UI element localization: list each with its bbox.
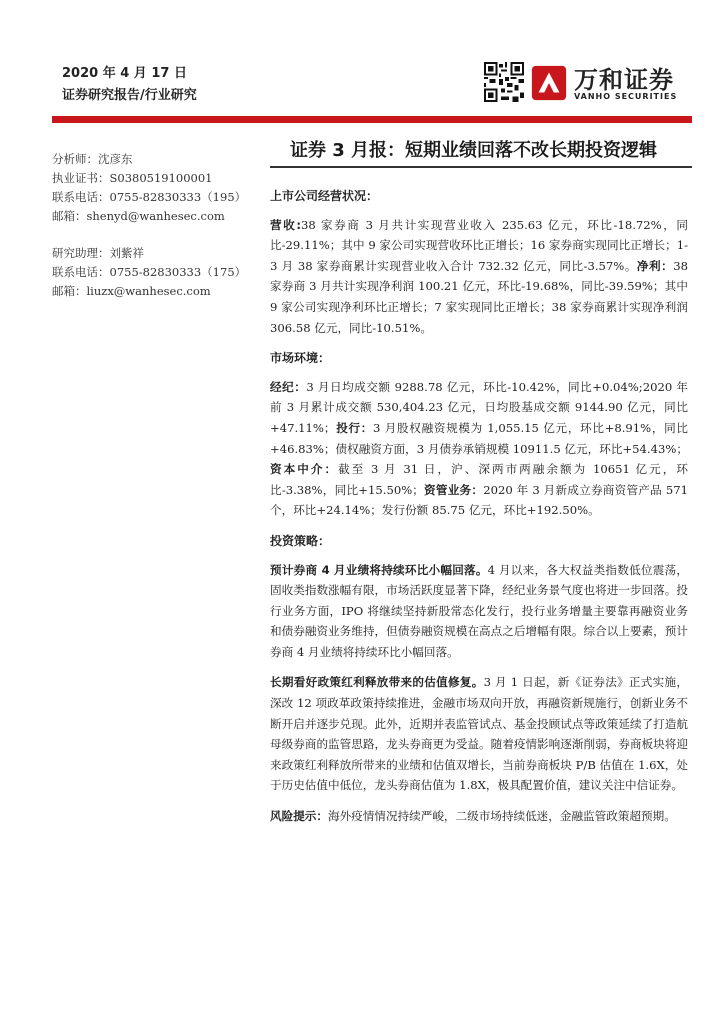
- text-capital-intermediary: 截至 3 月 31 日，沪、深两市两融余额为 10651 亿元，环比-3.38%，同比+15.50%；: [270, 462, 688, 497]
- label-asset-management: 资管业务：: [423, 482, 484, 497]
- label-ibanking: 投行：: [335, 420, 374, 435]
- label-capital-intermediary: 资本中介：: [270, 462, 339, 477]
- paragraph-risk: [270, 806, 688, 827]
- text-asset-management: 2020 年 3 月新成立券商资管产品 571 个，环比+24.14%；发行份额 85.75 亿元，环比+192.50%。: [270, 482, 688, 518]
- analyst-phone: 联系电话：0755-82830333（195）: [52, 190, 247, 204]
- section-heading-strategy: 投资策略：: [270, 533, 331, 548]
- qr-code-icon: [484, 62, 524, 102]
- assistant-phone: 联系电话：0755-82830333（175）: [52, 265, 247, 279]
- text-ibanking: 3 月股权融资规模为 1,055.15 亿元，环比+8.91%，同比+46.83%；债权融资方面，3 月债券承销规模 10911.5 亿元，环比+54.43%；: [270, 420, 688, 456]
- label-revenue: 营收:: [270, 217, 301, 232]
- analyst-info: [52, 150, 262, 301]
- text-net-profit: 38 家券商 3 月共计实现净利润 100.21 亿元，环比-19.68%，同比-39.59%；其中 9 家公司实现净利环比正增长；7 家实现同比正增长；38 家券商累计实现净利润 306.58 亿元，同比-10.51%。: [270, 258, 688, 335]
- text-april-outlook: 4 月以来，各大权益类指数低位震荡，固收类指数涨幅有限，市场活跃度显著下降，经纪业务景气度也将进一步回落。投行业务方面，IPO 将继续坚持新股常态化发行，投行业务增量主要靠再融资业务和债券融资业务维持，但债券融资规模在高点之后增幅有限。综合以上要素，预计券商 4 月业绩将持续环比小幅回落。: [270, 562, 688, 659]
- section-heading-operations: 上市公司经营状况：: [270, 189, 379, 203]
- section-heading-market: 市场环境：: [270, 351, 331, 366]
- label-april-outlook: 预计券商 4 月业绩将持续环比小幅回落。: [270, 562, 488, 577]
- assistant-name: 研究助理：刘紫祥: [52, 246, 144, 260]
- paragraph-strategy-2: [270, 672, 688, 796]
- label-brokerage: 经纪：: [270, 379, 307, 394]
- report-body: [270, 180, 688, 837]
- header-divider: [52, 116, 692, 123]
- analyst-email: 邮箱：shenyd@wanhesec.com: [52, 209, 225, 223]
- report-type: 证券研究报告/行业研究: [62, 88, 197, 103]
- paragraph-market: [270, 377, 688, 521]
- text-long-term-view: 3 月 1 日起，新《证券法》正式实施，深改 12 项政革政策持续推进，金融市场双向开放，再融资新规施行，创新业务不断开启并逐步兑现。此外，近期并表监管试点、基金投顾试点等政策延续了打造航母级券商的监管思路，龙头券商更为受益。随着疫情影响逐渐削弱，券商板块将迎来政策红利释放所带来的业绩和估值双增长，当前券商板块 P/B 估值在 1.6X，处于历史估值中低位，龙头券商估值为 1.8X，极具配置价值，建议关注中信证券。: [270, 675, 688, 793]
- paragraph-strategy-1: [270, 560, 688, 663]
- report-title: 证券 3 月报：短期业绩回落不改长期投资逻辑: [290, 140, 658, 161]
- text-revenue: 38 家券商 3 月共计实现营业收入 235.63 亿元，环比-18.72%，同比-29.11%；其中 9 家公司实现营收环比正增长；16 家券商实现同比正增长；1-3 月 38 家券商累计实现营业收入合计 732.32 亿元，同比-3.57%。: [270, 217, 688, 273]
- label-risk: 风险提示：: [270, 809, 328, 824]
- label-long-term-view: 长期看好政策红利释放带来的估值修复。: [270, 675, 484, 690]
- vanho-logo-icon: [530, 64, 568, 102]
- report-date: 2020 年 4 月 17 日: [62, 66, 187, 81]
- text-risk: 海外疫情情况持续严峻，二级市场持续低迷，金融监管政策超预期。: [327, 809, 676, 824]
- analyst-license: 执业证书：S0380519100001: [52, 171, 213, 185]
- text-brokerage: 3 月日均成交额 9288.78 亿元，环比-10.42%，同比+0.04%;2020 年前 3 月累计成交额 530,404.23 亿元，日均股基成交额 9144.90 亿元，同比+47.11%；: [270, 379, 688, 435]
- assistant-email: 邮箱：liuzx@wanhesec.com: [52, 284, 211, 298]
- paragraph-operations: [270, 215, 688, 339]
- logo-text-cn: 万和证券: [574, 66, 674, 94]
- analyst-name: 分析师：沈彦东: [52, 152, 133, 166]
- label-net-profit: 净利：: [636, 258, 674, 273]
- title-divider: [270, 166, 692, 168]
- logo-text-en: VANHO SECURITIES: [574, 92, 678, 101]
